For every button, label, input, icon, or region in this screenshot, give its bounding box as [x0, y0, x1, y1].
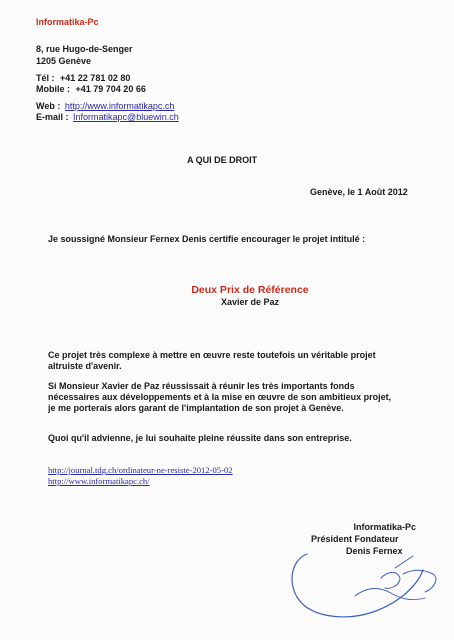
mobile-line [36, 84, 146, 95]
web-label: Web : [36, 101, 61, 111]
email-label: E-mail : [36, 112, 69, 122]
signature-company: Informatika-Pc [353, 522, 416, 532]
body-paragraph-3: Quoi qu'il advienne, je lui souhaite pleine réussite dans son entreprise. [48, 433, 352, 443]
mobile-value: +41 79 704 20 66 [75, 84, 146, 94]
body-paragraph-2: Si Monsieur Xavier de Paz réussissait à réunir les très importants fonds nécessaires aux développements et à la mise en œuvre de son ambitieux projet, je me porterais alors garant de l'implantation de son projet à Genève. [48, 381, 392, 413]
company-name: Informatika-Pc [36, 17, 99, 27]
address-line-2: 1205 Genève [36, 56, 92, 66]
email-link[interactable]: Informatikapc@bluewin.ch [73, 112, 179, 122]
phone-line [36, 73, 130, 84]
web-line [36, 101, 174, 112]
handwritten-signature [285, 548, 445, 626]
article-link[interactable]: http://journal.tdg.ch/ordinateur-ne-resiste-2012-05-02 [48, 465, 233, 475]
signature-name: Denis Fernex [346, 546, 403, 556]
phone-label: Tél : [36, 73, 55, 83]
project-title: Deux Prix de Référence [191, 284, 309, 296]
project-author: Xavier de Paz [220, 297, 280, 307]
phone-value: +41 22 781 02 80 [60, 73, 131, 83]
recipient-heading: A QUI DE DROIT [187, 155, 258, 165]
mobile-label: Mobile : [36, 84, 70, 94]
signature-title: Président Fondateur [311, 534, 399, 544]
address-line-1: 8, rue Hugo-de-Senger [36, 44, 133, 54]
body-paragraph-1: Ce projet très complexe à mettre en œuvre reste toutefois un véritable projet altruiste d'avenir. [48, 350, 376, 371]
place-date: Genève, le 1 Août 2012 [310, 187, 408, 197]
intro-sentence: Je soussigné Monsieur Fernex Denis certifie encourager le projet intitulé : [48, 234, 366, 244]
company-site-link[interactable]: http://www.informatikapc.ch/ [48, 476, 150, 486]
email-line [36, 112, 179, 123]
website-link[interactable]: http://www.informatikapc.ch [64, 101, 175, 111]
